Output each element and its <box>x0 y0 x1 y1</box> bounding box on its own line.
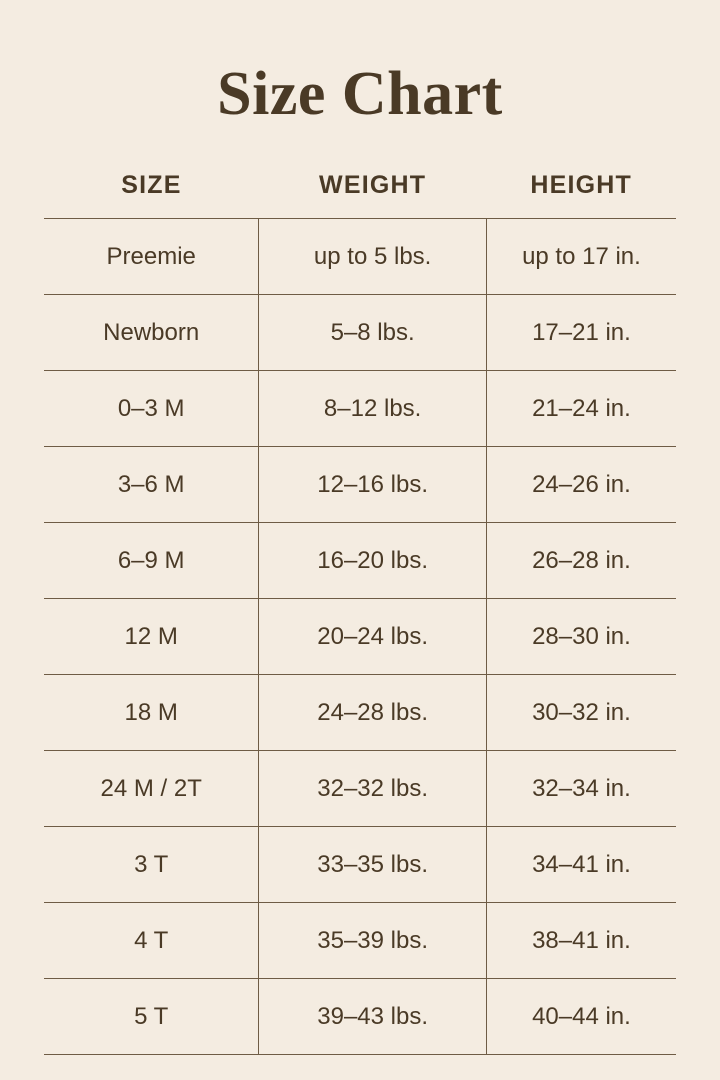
table-row <box>44 599 676 675</box>
table-row <box>44 751 676 827</box>
cell-weight: 20–24 lbs. <box>259 599 487 675</box>
table-row <box>44 447 676 523</box>
cell-size: 24 M / 2T <box>44 751 259 827</box>
cell-height: 34–41 in. <box>486 827 676 903</box>
cell-weight: 8–12 lbs. <box>259 371 487 447</box>
cell-height: 30–32 in. <box>486 675 676 751</box>
cell-size: 6–9 M <box>44 523 259 599</box>
cell-weight: 33–35 lbs. <box>259 827 487 903</box>
cell-weight: 24–28 lbs. <box>259 675 487 751</box>
cell-size: 3–6 M <box>44 447 259 523</box>
cell-size: 4 T <box>44 903 259 979</box>
size-chart-table <box>44 171 676 1055</box>
page-title: Size Chart <box>217 60 503 128</box>
column-header-weight: WEIGHT <box>319 171 427 200</box>
cell-weight: up to 5 lbs. <box>259 219 487 295</box>
cell-height: up to 17 in. <box>486 219 676 295</box>
cell-weight: 35–39 lbs. <box>259 903 487 979</box>
table-row <box>44 371 676 447</box>
cell-size: 18 M <box>44 675 259 751</box>
table-row <box>44 827 676 903</box>
cell-size: 5 T <box>44 979 259 1055</box>
table-row <box>44 295 676 371</box>
cell-weight: 32–32 lbs. <box>259 751 487 827</box>
size-chart-table-container <box>44 127 676 1055</box>
cell-height: 32–34 in. <box>486 751 676 827</box>
table-row <box>44 675 676 751</box>
cell-height: 40–44 in. <box>486 979 676 1055</box>
cell-height: 26–28 in. <box>486 523 676 599</box>
cell-height: 21–24 in. <box>486 371 676 447</box>
table-row <box>44 523 676 599</box>
table-row <box>44 903 676 979</box>
cell-weight: 12–16 lbs. <box>259 447 487 523</box>
cell-height: 17–21 in. <box>486 295 676 371</box>
cell-weight: 16–20 lbs. <box>259 523 487 599</box>
cell-size: 3 T <box>44 827 259 903</box>
cell-weight: 5–8 lbs. <box>259 295 487 371</box>
table-row <box>44 219 676 295</box>
cell-weight: 39–43 lbs. <box>259 979 487 1055</box>
column-header-size: SIZE <box>121 171 182 200</box>
cell-height: 24–26 in. <box>486 447 676 523</box>
table-body <box>44 219 676 1055</box>
column-header-height: HEIGHT <box>530 171 633 200</box>
cell-height: 38–41 in. <box>486 903 676 979</box>
table-header <box>44 171 676 219</box>
cell-size: 0–3 M <box>44 371 259 447</box>
cell-size: 12 M <box>44 599 259 675</box>
cell-size: Newborn <box>44 295 259 371</box>
table-row <box>44 979 676 1055</box>
header-row <box>44 171 676 219</box>
cell-size: Preemie <box>44 219 259 295</box>
cell-height: 28–30 in. <box>486 599 676 675</box>
